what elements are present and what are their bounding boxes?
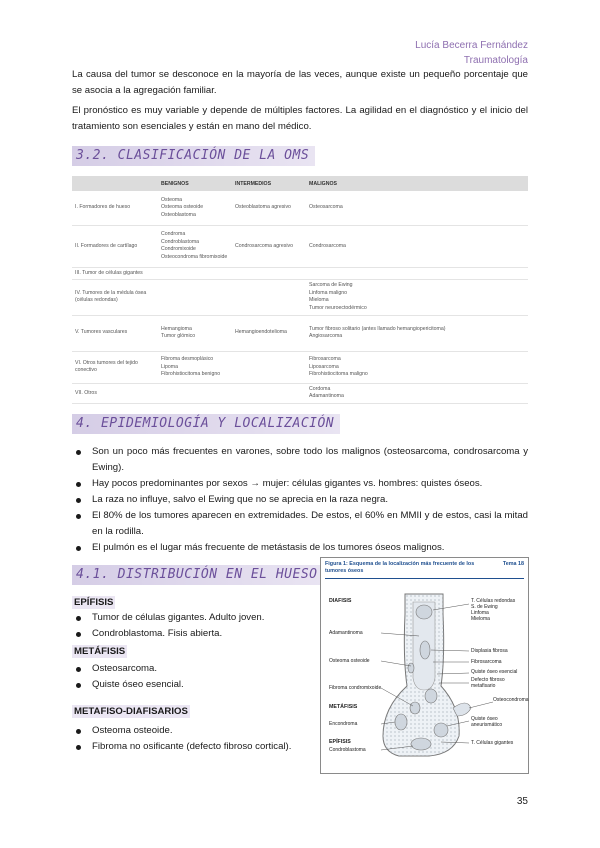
table-cell-category: V. Tumores vasculares <box>72 315 158 351</box>
group-title-metafisis: METÁFISIS <box>74 646 126 657</box>
figure-caption: Figura 1: Esquema de la localización más frecuente de los tumores óseos <box>325 561 475 574</box>
table-cell-malignant: Osteosarcoma <box>306 191 528 225</box>
table-row <box>72 280 528 315</box>
table-cell-malignant: Tumor fibroso solitario (antes llamado hemangiopericitoma) Angiosarcoma <box>306 315 528 351</box>
table-row <box>72 225 528 267</box>
list-item: La raza no influye, salvo el Ewing que no se aprecia en la raza negra. <box>72 492 528 508</box>
table-cell-malignant: Cordoma Adamantinoma <box>306 383 528 403</box>
table-cell-intermediate <box>232 280 306 315</box>
page-header <box>415 38 528 68</box>
table-row <box>72 267 528 280</box>
section-heading-distribution: 4.1. DISTRIBUCIÓN EN EL HUESO <box>72 565 323 585</box>
list-item: Quiste óseo esencial. <box>72 677 312 693</box>
figure-label: Defecto fibroso metafisario <box>471 677 505 689</box>
page-number: 35 <box>516 796 528 807</box>
table-cell-benign <box>158 267 232 280</box>
list-item: Tumor de células gigantes. Adulto joven. <box>72 610 312 626</box>
figure-label: Quiste óseo esencial <box>471 669 518 675</box>
figure-label: Adamantinoma <box>329 630 363 636</box>
list-item: Fibroma no osificante (defecto fibroso cortical). <box>72 739 312 755</box>
metafisis-list <box>72 661 312 693</box>
table-header-cell: MALIGNOS <box>306 176 528 191</box>
table-cell-benign <box>158 383 232 403</box>
table-cell-category: III. Tumor de células gigantes <box>72 267 158 280</box>
figure-label: Displasia fibrosa <box>471 648 508 654</box>
list-item: El 80% de los tumores aparecen en extremidades. De estos, el 60% en MMII y de estos, casi la mitad en la rodilla. <box>72 508 528 540</box>
bullet-icon <box>76 482 81 487</box>
intro-paragraph-1: La causa del tumor se desconoce en la mayoría de las veces, aunque existe un pequeño porcentaje que se asocia a la agregación familiar. <box>72 69 528 96</box>
list-item: El pulmón es el lugar más frecuente de metástasis de los tumores óseos malignos. <box>72 540 528 556</box>
table-header-row <box>72 176 528 191</box>
table-cell-intermediate <box>232 383 306 403</box>
list-item: Son un poco más frecuentes en varones, sobre todo los malignos (osteosarcoma, condrosarcoma y Ewing). <box>72 444 528 476</box>
oms-classification-table <box>72 176 528 404</box>
bullet-icon <box>76 450 81 455</box>
bullet-icon <box>76 616 81 621</box>
table-cell-intermediate: Condrosarcoma agresivo <box>232 225 306 267</box>
intro-paragraph-2: El pronóstico es muy variable y depende de múltiples factores. La agilidad en el diagnóstico y el inicio del tratamiento son esenciales y están en mano del médico. <box>72 105 528 132</box>
figure-label: Linfoma <box>471 610 489 616</box>
figure-label: Osteocondroma <box>493 697 529 703</box>
bullet-icon <box>76 514 81 519</box>
figure-label: Fibroma condromixoide <box>329 685 382 691</box>
bullet-icon <box>76 683 81 688</box>
table-cell-malignant: Fibrosarcoma Liposarcoma Fibrohistiocitoma maligno <box>306 351 528 383</box>
list-item: Condroblastoma. Fisis abierta. <box>72 626 312 642</box>
bullet-icon <box>76 498 81 503</box>
figure-label: Fibrosarcoma <box>471 659 502 665</box>
figure-label: Osteoma osteoide <box>329 658 370 664</box>
table-cell-intermediate: Osteoblastoma agresivo <box>232 191 306 225</box>
bullet-icon <box>76 667 81 672</box>
table-row <box>72 191 528 225</box>
table-cell-benign: Hemangioma Tumor glómico <box>158 315 232 351</box>
table-row <box>72 315 528 351</box>
region-diafisis: DIAFISIS <box>329 598 352 604</box>
table-cell-intermediate <box>232 351 306 383</box>
table-cell-intermediate <box>232 267 306 280</box>
group-title-metafiso-diafisarios: METAFISO-DIAFISARIOS <box>74 706 188 717</box>
bullet-icon <box>76 745 81 750</box>
table-cell-category: VI. Otros tumores del tejido conectivo <box>72 351 158 383</box>
table-cell-category: IV. Tumores de la médula ósea (células redondas) <box>72 280 158 315</box>
list-item: Osteoma osteoide. <box>72 723 312 739</box>
metafiso-diafisarios-list <box>72 723 312 755</box>
figure-label: Quiste óseo aneurismático <box>471 716 503 728</box>
table-row <box>72 383 528 403</box>
figure-label: T. Células gigantes <box>471 740 514 746</box>
table-cell-category: VII. Otros <box>72 383 158 403</box>
figure-label: Encondroma <box>329 721 358 727</box>
group-title-epifisis: EPÍFISIS <box>74 597 114 608</box>
section-heading-oms: 3.2. CLASIFICACIÓN DE LA OMS <box>72 146 315 166</box>
epidemiology-list <box>72 444 528 556</box>
table-cell-malignant <box>306 267 528 280</box>
table-cell-malignant: Sarcoma de Ewing Linfoma maligno Mieloma Tumor neuroectodérmico <box>306 280 528 315</box>
list-item: Osteosarcoma. <box>72 661 312 677</box>
bone-location-figure <box>320 557 529 774</box>
table-cell-benign: Osteoma Osteoma osteoide Osteoblastoma <box>158 191 232 225</box>
table-cell-benign: Fibroma desmoplásico Lipoma Fibrohistiocitoma benigno <box>158 351 232 383</box>
figure-topic: Tema 18 <box>502 561 524 567</box>
table-cell-intermediate: Hemangioendotelioma <box>232 315 306 351</box>
section-heading-epidemiology: 4. EPIDEMIOLOGÍA Y LOCALIZACIÓN <box>72 414 340 434</box>
figure-label: S. de Ewing <box>471 604 498 610</box>
table-header-cell <box>72 176 158 191</box>
list-item: Hay pocos predominantes por sexos → mujer: células gigantes vs. hombres: quistes óseos. <box>72 476 528 492</box>
epifisis-list <box>72 610 312 642</box>
table-header-cell: BENIGNOS <box>158 176 232 191</box>
table-cell-malignant: Condrosarcoma <box>306 225 528 267</box>
table-cell-benign: Condroma Condroblastoma Condromixoide Osteocondroma fibromixoide <box>158 225 232 267</box>
table-header-cell: INTERMEDIOS <box>232 176 306 191</box>
table-cell-category: I. Formadores de hueso <box>72 191 158 225</box>
bullet-icon <box>76 729 81 734</box>
bullet-icon <box>76 546 81 551</box>
region-epifisis: EPÍFISIS <box>329 739 351 745</box>
bullet-icon <box>76 632 81 637</box>
subject-name: Traumatología <box>463 55 528 66</box>
figure-label: Mieloma <box>471 616 490 622</box>
figure-label: T. Células redondas <box>471 598 516 604</box>
figure-label: Condroblastoma <box>329 747 366 753</box>
table-cell-benign <box>158 280 232 315</box>
table-row <box>72 351 528 383</box>
table-cell-category: II. Formadores de cartílago <box>72 225 158 267</box>
region-metafisis: METÁFISIS <box>329 704 358 710</box>
author-name: Lucía Becerra Fernández <box>415 40 528 51</box>
